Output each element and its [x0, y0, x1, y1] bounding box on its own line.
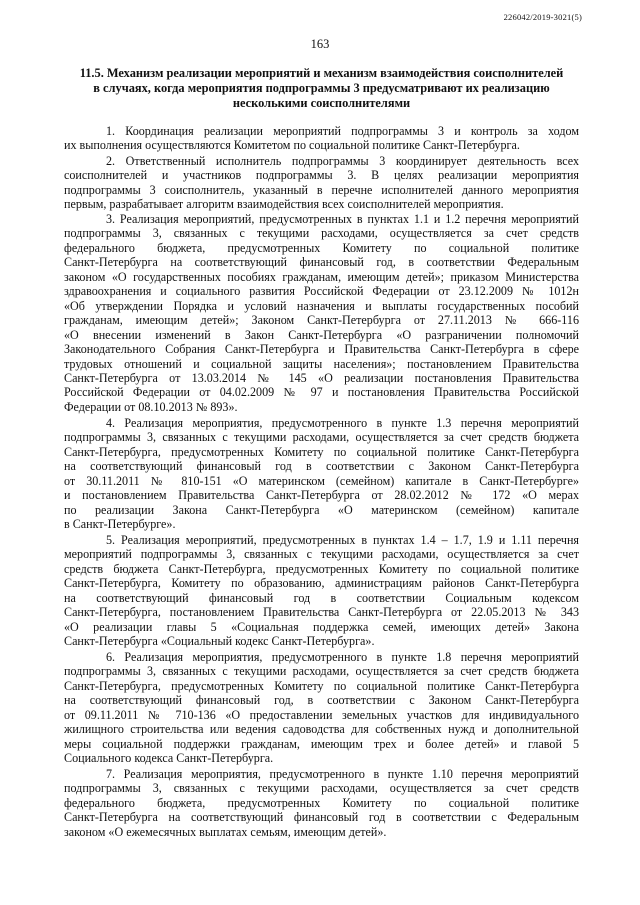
- paragraph-line: 1. Координация реализации мероприятий подпрограммы 3 и контроль за ходом: [106, 124, 579, 138]
- paragraph-line: трудовых отношений и социальной защиты населения»; постановлением Правительства: [64, 356, 579, 371]
- paragraph-line: соисполнителей и участников подпрограммы 3. В целях реализации мероприятия: [64, 168, 579, 183]
- section-heading: [64, 66, 579, 112]
- paragraph-line: и постановлением Правительства Санкт-Петербурга от 28.02.2012 № 172 «О мерах: [64, 488, 579, 503]
- paragraph-line: гражданам, имеющим детей»; Законом Санкт-Петербурга от 27.11.2013 № 666-116: [64, 313, 579, 328]
- paragraph-line: Федерации от 08.10.2013 № 893».: [64, 399, 238, 414]
- paragraph-line: 4. Реализация мероприятия, предусмотренного в пункте 1.3 перечня мероприятий: [106, 416, 579, 430]
- paragraph-line: средств бюджета Санкт-Петербурга, предусмотренных Комитету по социальной политике: [64, 561, 579, 576]
- paragraph-line: подпрограммы 3 соисполнитель, указанный в перечне исполнителей данного мероприятия: [64, 182, 579, 197]
- paragraph-line: 2. Ответственный исполнитель подпрограммы 3 координирует деятельность всех: [106, 154, 579, 168]
- paragraph-line: 6. Реализация мероприятия, предусмотренного в пункте 1.8 перечня мероприятий: [106, 650, 579, 664]
- paragraph-line: на соответствующий финансовый год, в соответствии с Законом Санкт-Петербурга: [64, 693, 579, 708]
- paragraph-2: [64, 154, 579, 212]
- paragraph-line: подпрограммы 3, связанных с текущими расходами, осуществляется за счет средств бюджета: [64, 664, 579, 679]
- paragraph-line: федерального бюджета, предусмотренных Комитету по социальной политике: [64, 795, 579, 810]
- paragraph-line: «О реализации главы 5 «Социальная поддержка семей, имеющих детей» Закона: [64, 619, 579, 634]
- paragraph-line: первым, разрабатывает алгоритм взаимодействия всех соисполнителей мероприятия.: [64, 197, 504, 212]
- paragraph-line: на соответствующий финансовый год в соответствии с Законом Санкт-Петербурга: [64, 459, 579, 474]
- paragraph-line: Санкт-Петербурга на соответствующий финансовый год, в соответствии Федеральным: [64, 255, 579, 270]
- paragraph-line: подпрограммы 3, связанных с текущими расходами, осуществляется за счет средств: [64, 781, 579, 796]
- paragraph-line: Санкт-Петербурга на соответствующий финансовый год в соответствии с Федеральным: [64, 810, 579, 825]
- paragraph-6: [64, 650, 579, 766]
- paragraph-line: жилищного строительства или ведения садоводства для собственных нужд и дополнительной: [64, 722, 579, 737]
- paragraph-line: мероприятий подпрограммы 3, связанных с текущими расходами, осуществляется за счет: [64, 547, 579, 562]
- paragraph-line: «О внесении изменений в Закон Санкт-Петербурга «О разграничении полномочий: [64, 327, 579, 342]
- paragraph-line: 3. Реализация мероприятий, предусмотренных в пунктах 1.1 и 1.2 перечня мероприятий: [106, 212, 579, 226]
- heading-line: 11.5. Механизм реализации мероприятий и механизм взаимодействия соисполнителей: [79, 66, 564, 80]
- paragraph-line: «Об утверждении Порядка и условий назначения и выплаты государственных пособий: [64, 298, 579, 313]
- paragraph-line: Санкт-Петербурга от 13.03.2014 № 145 «О реализации постановления Правительства: [64, 370, 579, 385]
- heading-line: в случаях, когда мероприятия подпрограммы 3 предусматривают их реализацию: [93, 81, 550, 96]
- paragraph-line: здравоохранения и социального развития Российской Федерации от 23.12.2009 № 1012н: [64, 284, 579, 299]
- paragraph-line: подпрограммы 3, связанных с текущими расходами, осуществляется за счет средств: [64, 226, 579, 241]
- paragraph-line: Законодательного Собрания Санкт-Петербурга и Правительства Санкт-Петербурга в сфере: [64, 342, 579, 357]
- paragraph-line: Санкт-Петербурга, постановлением Правительства Санкт-Петербурга от 22.05.2013 № 343: [64, 605, 579, 620]
- heading-line: несколькими соисполнителями: [232, 96, 411, 111]
- paragraph-line: Социального кодекса Санкт-Петербурга.: [64, 751, 274, 766]
- paragraph-3: [64, 212, 579, 414]
- paragraph-line: подпрограммы 3, связанных с текущими расходами, осуществляется за счет средств бюджета: [64, 430, 579, 445]
- paragraph-line: Санкт-Петербурга «Социальный кодекс Санкт-Петербурга».: [64, 634, 375, 649]
- paragraph-line: законом «О ежемесячных выплатах семьям, имеющим детей».: [64, 824, 387, 839]
- paragraph-line: 7. Реализация мероприятия, предусмотренного в пункте 1.10 перечня мероприятий: [106, 767, 579, 781]
- paragraph-line: федерального бюджета, предусмотренных Комитету по социальной политике: [64, 240, 579, 255]
- paragraph-line: Санкт-Петербурга, предусмотренных Комитету по социальной политике Санкт-Петербурга: [64, 678, 579, 693]
- paragraph-line: в Санкт-Петербурге».: [64, 517, 176, 532]
- paragraph-4: [64, 416, 579, 532]
- paragraph-5: [64, 533, 579, 649]
- paragraph-line: их выполнения осуществляются Комитетом по социальной политике Санкт-Петербурга.: [64, 138, 520, 153]
- paragraph-line: от 09.11.2011 № 710-136 «О предоставлении земельных участков для индивидуального: [64, 707, 579, 722]
- paragraph-line: 5. Реализация мероприятий, предусмотренных в пунктах 1.4 – 1.7, 1.9 и 1.11 перечня: [106, 533, 579, 547]
- paragraph-line: Российской Федерации от 04.02.2009 № 97 и постановления Правительства Российской: [64, 385, 579, 400]
- paragraph-line: Санкт-Петербурга, Комитету по образованию, администрациям районов Санкт-Петербурга: [64, 576, 579, 591]
- paragraph-line: от 30.11.2011 № 810-151 «О материнском (семейном) капитале в Санкт-Петербурге»: [64, 473, 579, 488]
- paragraph-line: по реализации Закона Санкт-Петербурга «О материнском (семейном) капитале: [64, 502, 579, 517]
- page-number: 163: [310, 37, 330, 51]
- paragraph-line: законом «О государственных пособиях гражданам, имеющим детей»; приказом Министерства: [64, 269, 579, 284]
- paragraph-1: [64, 124, 579, 153]
- paragraph-7: [64, 767, 579, 839]
- paragraph-line: меры социальной поддержки гражданам, имеющим трех и более детей» и главой 5: [64, 736, 579, 751]
- paragraph-line: на соответствующий финансовый год в соответствии Социальным кодексом: [64, 590, 579, 605]
- paragraph-line: Санкт-Петербурга, предусмотренных Комитету по социальной политике Санкт-Петербурга: [64, 444, 579, 459]
- document-id: 226042/2019-3021(5): [503, 12, 582, 22]
